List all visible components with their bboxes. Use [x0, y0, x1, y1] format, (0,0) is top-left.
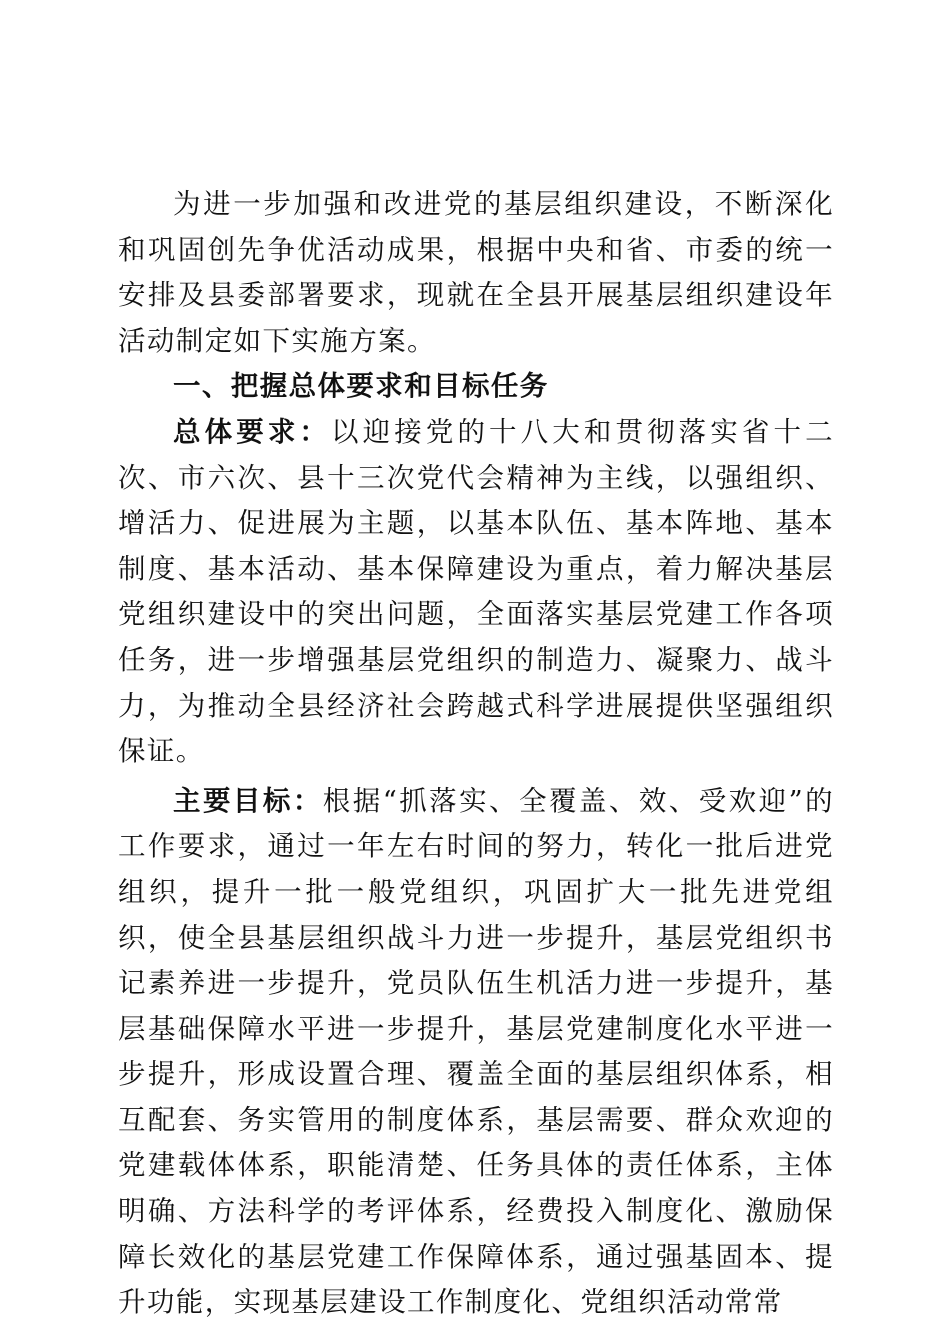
section-heading: 一、把握总体要求和目标任务: [173, 370, 549, 403]
document-body: [118, 182, 834, 1326]
overall-requirements-label: 总体要求：: [173, 415, 332, 448]
main-goals-label: 主要目标：: [173, 784, 323, 817]
overall-requirements-text: 以迎接党的十八大和贯彻落实省十二次、市六次、县十三次党代会精神为主线，以强组织、增活力、促进展为主题，以基本队伍、基本阵地、基本制度、基本活动、基本保障建设为重点，着力解决基层党组织建设中的突出问题，全面落实基层党建工作各项任务，进一步增强基层党组织的制造力、凝聚力、战斗力，为推动全县经济社会跨越式科学进展提供坚强组织保证。: [118, 415, 835, 768]
intro-paragraph: 为进一步加强和改进党的基层组织建设，不断深化和巩固创先争优活动成果，根据中央和省、市委的统一安排及县委部署要求，现就在全县开展基层组织建设年活动制定如下实施方案。: [118, 188, 834, 357]
overall-requirements-paragraph: [118, 410, 834, 775]
main-goals-paragraph: [118, 779, 834, 1326]
main-goals-text: 根据“抓落实、全覆盖、效、受欢迎”的工作要求，通过一年左右时间的努力，转化一批后进党组织，提升一批一般党组织，巩固扩大一批先进党组织，使全县基层组织战斗力进一步提升，基层党组织书记素养进一步提升，党员队伍生机活力进一步提升，基层基础保障水平进一步提升，基层党建制度化水平进一步提升，形成设置合理、覆盖全面的基层组织体系，相互配套、务实管用的制度体系，基层需要、群众欢迎的党建载体体系，职能清楚、任务具体的责任体系，主体明确、方法科学的考评体系，经费投入制度化、激励保障长效化的基层党建工作保障体系，通过强基固本、提升功能，实现基层建设工作制度化、党组织活动常常: [118, 784, 835, 1319]
